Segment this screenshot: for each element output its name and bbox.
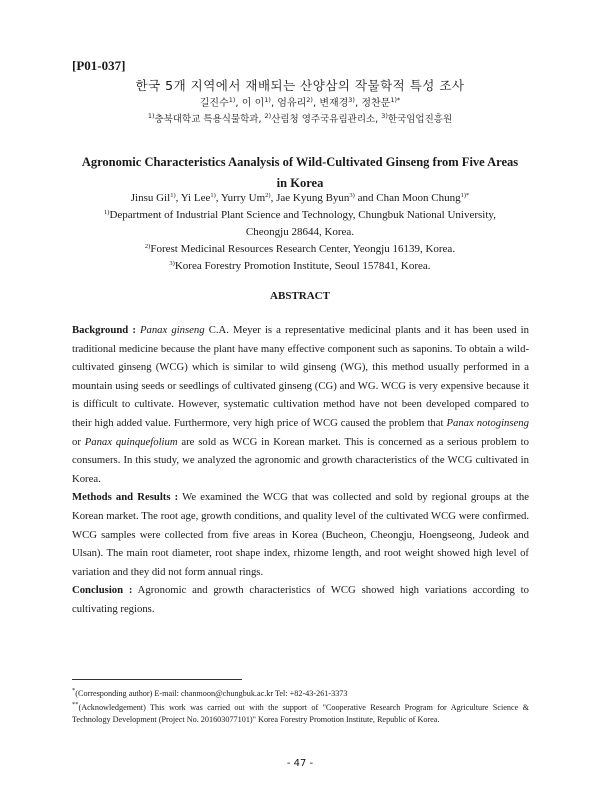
en-author-5: Chan Moon Chung$^{1)*}$ — [376, 192, 470, 204]
abstract-code: [P01-037] — [72, 58, 126, 73]
page-number: - 47 - — [286, 758, 314, 769]
methods-label: Methods and Results : — [72, 491, 179, 504]
kr-affil-1: $^{1)}$충북대학교 특용식물학과, — [147, 112, 262, 125]
en-author-4: Jae Kyung Byun$^{3)}$ — [276, 192, 355, 204]
kr-author-1: 길진수$^{1)}$ — [199, 96, 236, 109]
kr-affil-2: $^{2)}$산림청 영주국유림관리소, — [264, 112, 379, 125]
abstract-body — [72, 321, 529, 619]
english-authors: Jinsu Gil$^{1)}$, Yi Lee$^{1)}$, Yurry Um$^{2)}$, Jae Kyung Byun$^{3)}$ and Chan Moon Chung$^{1)*}$ — [130, 192, 470, 204]
species-name: Panax ginseng — [139, 324, 205, 336]
background-label: Background : — [72, 324, 136, 336]
footnote-corresponding: *(Corresponding author) E-mail: chanmoon@chungbuk.ac.kr Tel: +82-43-261-3373 — [72, 687, 348, 698]
kr-author-3: 엄유리$^{2)}$ — [277, 96, 313, 109]
en-author-3: Yurry Um$^{2)}$ — [220, 192, 271, 204]
footnote-acknowledgement: **(Acknowledgement) This work was carried out with the support of "Cooperative Research Program for Agriculture Science & Technology Development (Project No. 201603077101)" Korea Forestry Promotion Institute, Republic of Korea. — [72, 701, 529, 724]
english-affiliation-1-city: Cheongju 28644, Korea. — [245, 226, 355, 238]
en-author-2: Yi Lee$^{1)}$ — [180, 192, 216, 204]
en-author-1: Jinsu Gil$^{1)}$ — [130, 192, 176, 204]
english-affiliation-1: $^{1)}$Department of Industrial Plant Science and Technology, Chungbuk National University, — [104, 209, 496, 221]
kr-author-4: 변재경$^{3)}$ — [319, 96, 355, 109]
conclusion-paragraph: Conclusion : Agronomic and growth characteristics of WCG showed high variations according to cultivating regions. — [72, 584, 529, 615]
footnote-divider — [72, 679, 242, 680]
kr-affil-3: $^{3)}$한국임업진흥원 — [381, 112, 453, 125]
korean-title: 한국 5개 지역에서 재배되는 산양삼의 작물학적 특성 조사 — [135, 78, 465, 93]
methods-paragraph: Methods and Results : We examined the WCG that was collected and sold by regional groups at the Korean market. The root age, growth conditions, and quality level of the cultivated WCG were confirmed. WCG samples were collected from five areas in Korea (Bucheon, Cheongju, Hoengseong, Judeok and Ulsan). The main root diameter, root shape index, rhizome length, and root weight showed high level of variation and they did not form annual rings. — [72, 491, 530, 578]
conclusion-label: Conclusion : — [72, 584, 133, 597]
species-name: Panax notoginseng — [446, 416, 529, 429]
kr-author-5: 정찬문$^{1)*}$ — [361, 96, 401, 109]
english-title: Agronomic Characteristics Aanalysis of Wild-Cultivated Ginseng from Five Areas in Korea — [81, 155, 519, 190]
korean-affiliations — [0, 111, 600, 125]
english-affiliation-2: $^{2)}$Forest Medicinal Resources Research Center, Yeongju 16139, Korea. — [144, 243, 456, 255]
korean-authors: 길진수$^{1)}$, 이 이$^{1)}$, 엄유리$^{2)}$, 변재경$^{3)}$, 정찬문$^{1)*}$ — [199, 96, 401, 109]
kr-author-2: 이 이$^{1)}$ — [241, 96, 271, 109]
species-name: Panax quinquefolium — [84, 435, 178, 448]
english-affiliation-3: $^{3)}$Korea Forestry Promotion Institute, Seoul 157841, Korea. — [169, 260, 431, 272]
abstract-heading: ABSTRACT — [270, 290, 330, 302]
background-paragraph: Background : Panax ginseng C.A. Meyer is a representative medicinal plants and it has been used in traditional medicine because the plant have many effective component such as saponins. To obtain a wild-cultivated ginseng (WCG) which is similar to wild ginseng (WG), this method usually performed in a mountain using seeds or seedlings of cultivated ginseng (CG) and WG. WCG is very expensive because it is difficult to cultivate. However, systematic cultivation method have not been developed compared to their high added value. Furthermore, very high price of WCG caused the problem that Panax notoginseng or Panax quinquefolium are sold as WCG in Korean market. This is concerned as a serious problem to consumers. In this study, we analyzed the agronomic and growth characteristics of the WCG cultivated in Korea. — [72, 324, 529, 485]
